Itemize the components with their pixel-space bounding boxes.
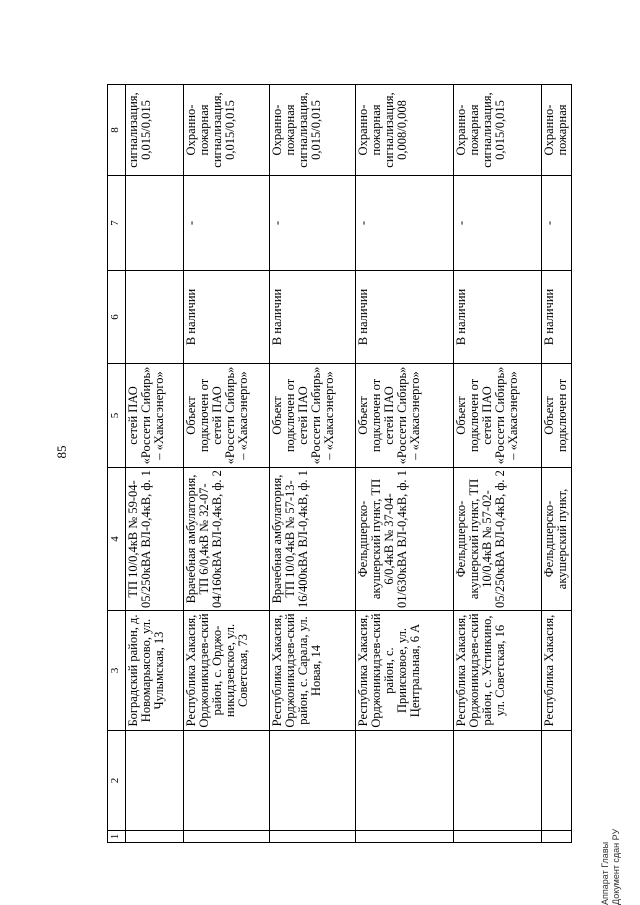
table-cell: - (184, 176, 270, 271)
availability-cell: В наличии (184, 271, 270, 364)
column-number: 3 (108, 611, 126, 731)
table-cell (356, 831, 454, 843)
connection-cell: Объект подключен от сетей ПАО «Россети Сибирь» – «Хакасэнерго» (184, 364, 270, 468)
availability-cell: В наличии (454, 271, 542, 364)
substation-cell: Фельдшерско-акушерский пункт, ТП 10/0,4кВ № 57-02-05/250кВА ВЛ-0,4кВ, ф. 2 (454, 468, 542, 611)
table-cell (454, 831, 542, 843)
column-number: 8 (108, 85, 126, 176)
availability-cell: В наличии (270, 271, 356, 364)
address-cell: Республика Хакасия, (542, 611, 572, 731)
column-number: 1 (108, 831, 126, 843)
alarm-cell: сигнализация, 0,015/0,015 (126, 85, 184, 176)
connection-cell: Объект подключен от сетей ПАО «Россети Сибирь» – «Хакасэнерго» (454, 364, 542, 468)
column-number: 5 (108, 364, 126, 468)
table-row (454, 85, 542, 843)
availability-cell (126, 271, 184, 364)
table-cell (270, 831, 356, 843)
column-number: 2 (108, 731, 126, 831)
table-cell: - (542, 176, 572, 271)
page-number: 85 (54, 445, 69, 459)
alarm-cell: Охранно-пожарная (542, 85, 572, 176)
connection-cell: Объект подключен от (542, 364, 572, 468)
address-cell: Республика Хакасия, Орджоникидзев-ский район, с. Приисковое, ул. Центральная, 6 А (356, 611, 454, 731)
alarm-cell: Охранно-пожарная сигнализация, 0,008/0,008 (356, 85, 454, 176)
table-row (542, 85, 572, 843)
alarm-cell: Охранно-пожарная сигнализация, 0,015/0,015 (270, 85, 356, 176)
table-row (184, 85, 270, 843)
footer-line: Аппарат Главы (600, 841, 610, 905)
table-cell: - (270, 176, 356, 271)
table-row (126, 85, 184, 843)
rotated-table-wrapper (107, 84, 572, 843)
alarm-cell: Охранно-пожарная сигнализация, 0,015/0,015 (184, 85, 270, 176)
table-cell: - (454, 176, 542, 271)
table-cell: - (356, 176, 454, 271)
header-row (108, 85, 126, 843)
table-cell (126, 831, 184, 843)
document-footer (600, 829, 622, 905)
connection-cell: сетей ПАО «Россети Сибирь» – «Хакасэнерго» (126, 364, 184, 468)
connection-cell: Объект подключен от сетей ПАО «Россети Сибирь» – «Хакасэнерго» (356, 364, 454, 468)
substation-cell: Фельдшерско-акушерский пункт, ТП 6/0,4кВ № 37-04-01/630кВА ВЛ-0,4кВ, ф. 1 (356, 468, 454, 611)
connection-cell: Объект подключен от сетей ПАО «Россети Сибирь» – «Хакасэнерго» (270, 364, 356, 468)
alarm-cell: Охранно-пожарная сигнализация, 0,015/0,015 (454, 85, 542, 176)
table-cell (270, 731, 356, 831)
address-cell: Боградский район, д. Новомарьясово, ул. Чулымская, 13 (126, 611, 184, 731)
table-cell (356, 731, 454, 831)
table-cell (184, 731, 270, 831)
address-cell: Республика Хакасия, Орджоникидзев-ский район, с. Орджо-никидзевское, ул. Советская, 73 (184, 611, 270, 731)
data-table (107, 84, 572, 843)
table-cell (184, 831, 270, 843)
column-number: 4 (108, 468, 126, 611)
availability-cell: В наличии (356, 271, 454, 364)
column-number: 7 (108, 176, 126, 271)
table-row (356, 85, 454, 843)
table-row (270, 85, 356, 843)
table-cell (126, 176, 184, 271)
table-cell (454, 731, 542, 831)
substation-cell: Врачебная амбулатория, ТП 6/0,4кВ № 32-07-04/160кВА ВЛ-0,4кВ, ф. 2 (184, 468, 270, 611)
column-number: 6 (108, 271, 126, 364)
substation-cell: ТП 10/0,4кВ № 59-04-05/250кВА ВЛ-0,4кВ, ф. 1 (126, 468, 184, 611)
footer-line: Документ сдан РУ (611, 828, 621, 905)
substation-cell: Врачебная амбулатория, ТП 10/0,4кВ № 57-13-16/400кВА ВЛ-0,4кВ, ф. 1 (270, 468, 356, 611)
substation-cell: Фельдшерско-акушерский пункт, (542, 468, 572, 611)
table-cell (126, 731, 184, 831)
address-cell: Республика Хакасия, Орджоникидзев-ский район, с. Сарала, ул. Новая, 14 (270, 611, 356, 731)
table-cell (542, 731, 572, 831)
address-cell: Республика Хакасия, Орджоникидзев-ский район, с. Устинкино, ул. Советская, 16 (454, 611, 542, 731)
table-cell (542, 831, 572, 843)
availability-cell: В наличии (542, 271, 572, 364)
